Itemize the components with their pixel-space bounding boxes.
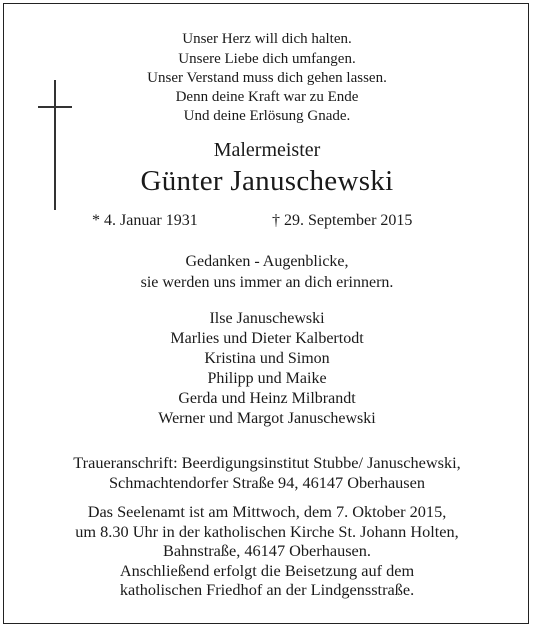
- occupation: Malermeister: [213, 139, 321, 161]
- poem-line-1: Unser Herz will dich halten.: [182, 31, 352, 47]
- poem-line-3: Unser Verstand muss dich gehen lassen.: [147, 70, 387, 86]
- poem-line-4: Denn deine Kraft war zu Ende: [175, 89, 359, 105]
- service-line-4: Anschließend erfolgt die Beisetzung auf dem: [119, 561, 415, 580]
- mourner-3: Kristina und Simon: [204, 350, 330, 367]
- quote-line-2: sie werden uns immer an dich erinnern.: [140, 274, 394, 291]
- address-line-2: Schmachtendorfer Straße 94, 46147 Oberhausen: [108, 473, 426, 492]
- death-date: † 29. September 2015: [272, 212, 413, 229]
- poem-line-2: Unsere Liebe dich umfangen.: [178, 51, 356, 67]
- poem-line-5: Und deine Erlösung Gnade.: [183, 108, 351, 124]
- birth-date: * 4. Januar 1931: [92, 212, 198, 229]
- service-line-1: Das Seelenamt ist am Mittwoch, dem 7. Oktober 2015,: [87, 502, 447, 521]
- address-line-1: Traueranschrift: Beerdigungsinstitut Stubbe/ Januschewski,: [73, 453, 461, 472]
- service-line-5: katholischen Friedhof an der Lindgensstraße.: [119, 580, 415, 599]
- mourner-2: Marlies und Dieter Kalbertodt: [170, 330, 364, 347]
- mourner-6: Werner und Margot Januschewski: [158, 410, 376, 427]
- service-line-3: Bahnstraße, 46147 Oberhausen.: [163, 541, 371, 560]
- mourner-1: Ilse Januschewski: [209, 310, 325, 327]
- quote-line-1: Gedanken - Augenblicke,: [185, 253, 349, 270]
- mourner-4: Philipp und Maike: [207, 370, 327, 387]
- service-line-2: um 8.30 Uhr in der katholischen Kirche St. Johann Holten,: [75, 522, 459, 541]
- mourner-5: Gerda und Heinz Milbrandt: [178, 390, 356, 407]
- deceased-name: Günter Januschewski: [140, 165, 394, 197]
